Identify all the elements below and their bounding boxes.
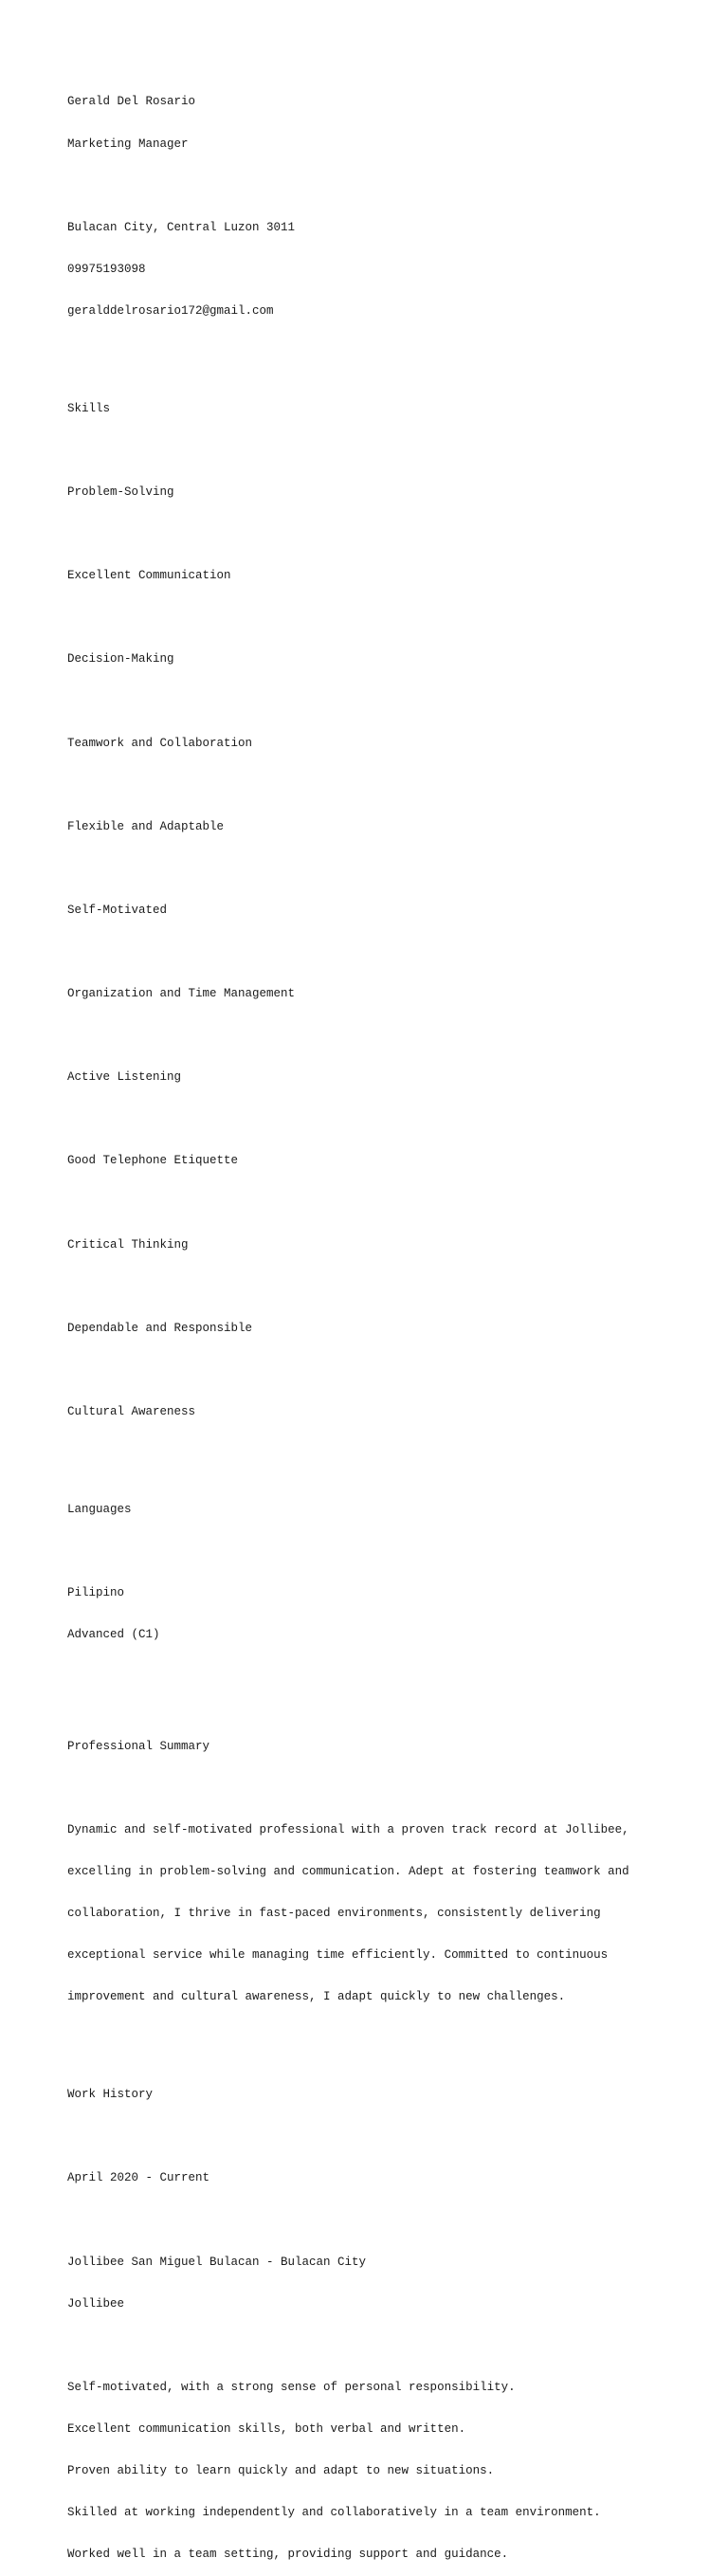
phone: 09975193098 <box>67 262 146 276</box>
spacer <box>67 694 674 708</box>
skill-item: Teamwork and Collaboration <box>67 736 253 750</box>
spacer <box>67 2339 674 2353</box>
spacer <box>67 527 674 541</box>
language-name: Pilipino <box>67 1586 125 1600</box>
skill-item: Decision-Making <box>67 652 174 667</box>
spacer <box>67 346 674 360</box>
spacer <box>67 945 674 959</box>
skill-item: Cultural Awareness <box>67 1405 196 1419</box>
work-duty: Worked well in a team setting, providing support and guidance. <box>67 2548 509 2562</box>
languages-heading: Languages <box>67 1502 132 1516</box>
spacer <box>67 2214 674 2228</box>
skill-item: Flexible and Adaptable <box>67 819 225 833</box>
language-level: Advanced (C1) <box>67 1628 160 1642</box>
summary-line: collaboration, I thrive in fast-paced environments, consistently delivering <box>67 1907 601 1921</box>
work-company: Jollibee <box>67 2296 125 2311</box>
skill-item: Active Listening <box>67 1070 182 1085</box>
skill-item: Good Telephone Etiquette <box>67 1154 239 1168</box>
spacer <box>67 1447 674 1461</box>
skill-item: Organization and Time Management <box>67 987 296 1001</box>
spacer <box>67 1781 674 1796</box>
spacer <box>67 1280 674 1294</box>
candidate-name: Gerald Del Rosario <box>67 95 196 109</box>
email: geralddelrosario172@gmail.com <box>67 303 274 318</box>
summary-line: Dynamic and self-motivated professional with a proven track record at Jollibee, <box>67 1822 629 1836</box>
spacer <box>67 862 674 876</box>
spacer <box>67 1112 674 1126</box>
skill-item: Excellent Communication <box>67 569 231 583</box>
spacer <box>67 179 674 193</box>
spacer <box>67 1670 674 1697</box>
resume-document <box>67 67 674 2576</box>
spacer <box>67 2032 674 2046</box>
work-employer: Jollibee San Miguel Bulacan - Bulacan City <box>67 2255 367 2269</box>
summary-line: improvement and cultural awareness, I adapt quickly to new challenges. <box>67 1990 566 2004</box>
skill-item: Self-Motivated <box>67 903 168 917</box>
work-duty: Proven ability to learn quickly and adapt to new situations. <box>67 2464 495 2478</box>
summary-line: exceptional service while managing time efficiently. Committed to continuous <box>67 1948 609 1963</box>
spacer <box>67 611 674 625</box>
spacer <box>67 2129 674 2144</box>
address: Bulacan City, Central Luzon 3011 <box>67 220 296 234</box>
spacer <box>67 778 674 793</box>
spacer <box>67 444 674 458</box>
job-title: Marketing Manager <box>67 137 189 151</box>
work-duty: Skilled at working independently and collaboratively in a team environment. <box>67 2506 601 2520</box>
skills-heading: Skills <box>67 401 111 415</box>
work-duty: Self-motivated, with a strong sense of personal responsibility. <box>67 2380 516 2394</box>
spacer <box>67 1544 674 1559</box>
work-duty: Excellent communication skills, both verbal and written. <box>67 2421 466 2436</box>
summary-heading: Professional Summary <box>67 1739 210 1753</box>
skill-item: Critical Thinking <box>67 1237 189 1251</box>
spacer <box>67 1197 674 1211</box>
summary-line: excelling in problem-solving and communication. Adept at fostering teamwork and <box>67 1865 629 1879</box>
spacer <box>67 1029 674 1043</box>
spacer <box>67 1363 674 1378</box>
work-dates: April 2020 - Current <box>67 2171 210 2185</box>
skill-item: Problem-Solving <box>67 484 174 499</box>
skill-item: Dependable and Responsible <box>67 1321 253 1335</box>
work-history-heading: Work History <box>67 2088 154 2102</box>
